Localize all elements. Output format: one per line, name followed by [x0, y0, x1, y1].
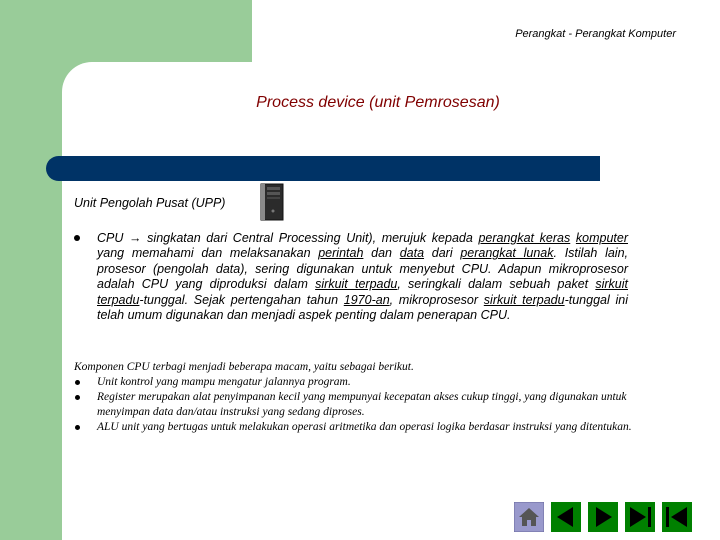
first-slide-icon	[625, 502, 655, 532]
text-segment: dan	[363, 246, 400, 261]
linked-term[interactable]: sirkuit terpadu	[97, 277, 628, 307]
section-label: Unit Pengolah Pusat (UPP)	[74, 196, 226, 210]
linked-term[interactable]: komputer	[575, 231, 628, 245]
linked-term[interactable]: data	[399, 246, 425, 261]
text-segment: . Istilah lain, prosesor (pengolah data), sering digunakan untuk menyebut CPU. Adapun mikroprosesor adalah CPU yang diproduksi dalam	[97, 246, 628, 292]
previous-icon	[551, 502, 581, 532]
text-segment: -tunggal ini telah umum digunakan dan menjadi aspek penting dalam penerapan CPU.	[97, 292, 628, 323]
linked-term[interactable]: perangkat keras	[478, 231, 571, 245]
text-segment: , seringkali dalam sebuah paket	[397, 277, 596, 292]
bullet-dot	[75, 395, 80, 400]
list-item-text: Unit kontrol yang mampu mengatur jalannya program.	[97, 376, 351, 388]
cpu-description-bullet	[74, 231, 628, 323]
cpu-components-intro: Komponen CPU terbagi menjadi beberapa macam, yaitu sebagai berikut.	[74, 361, 414, 373]
bullet-dot	[75, 380, 80, 385]
list-item	[74, 375, 634, 390]
text-segment: CPU → singkatan dari Central Processing Unit), merujuk kepada	[97, 231, 479, 245]
cpu-components-section	[74, 360, 634, 435]
header-text: Perangkat - Perangkat Komputer	[515, 28, 676, 40]
linked-term[interactable]: perintah	[318, 246, 364, 261]
title-bar	[46, 156, 600, 181]
next-button[interactable]	[588, 502, 618, 532]
home-icon	[514, 502, 544, 532]
previous-button[interactable]	[551, 502, 581, 532]
list-item-text: ALU unit yang bertugas untuk melakukan operasi aritmetika dan operasi logika berdasar instruksi yang ditentukan.	[97, 421, 632, 433]
home-button[interactable]	[514, 502, 544, 532]
list-item-text: Register merupakan alat penyimpanan kecil yang mempunyai kecepatan akses cukup tinggi, yang digunakan untuk menyimpan data dan/atau instruksi yang sedang diproses.	[97, 391, 627, 418]
bullet-dot	[75, 425, 80, 430]
next-icon	[588, 502, 618, 532]
cpu-description-text	[97, 231, 628, 323]
last-slide-button[interactable]	[662, 502, 692, 532]
text-segment: yang memahami dan melaksanakan	[97, 246, 319, 261]
bullet-dot	[74, 235, 80, 241]
text-segment: , mikroprosesor	[389, 292, 484, 307]
cpu-tower-icon	[258, 183, 286, 221]
list-item	[74, 390, 634, 420]
linked-term[interactable]: sirkuit terpadu	[315, 277, 398, 292]
text-segment: dari	[424, 246, 461, 261]
linked-term[interactable]: perangkat lunak	[460, 246, 554, 261]
linked-term[interactable]: 1970-an	[343, 292, 390, 307]
linked-term[interactable]: sirkuit terpadu	[483, 292, 565, 307]
slide-title: Process device (unit Pemrosesan)	[256, 94, 500, 111]
first-slide-button[interactable]	[625, 502, 655, 532]
text-segment: -tunggal. Sejak pertengahan tahun	[139, 292, 344, 307]
last-slide-icon	[662, 502, 692, 532]
list-item	[74, 420, 634, 435]
